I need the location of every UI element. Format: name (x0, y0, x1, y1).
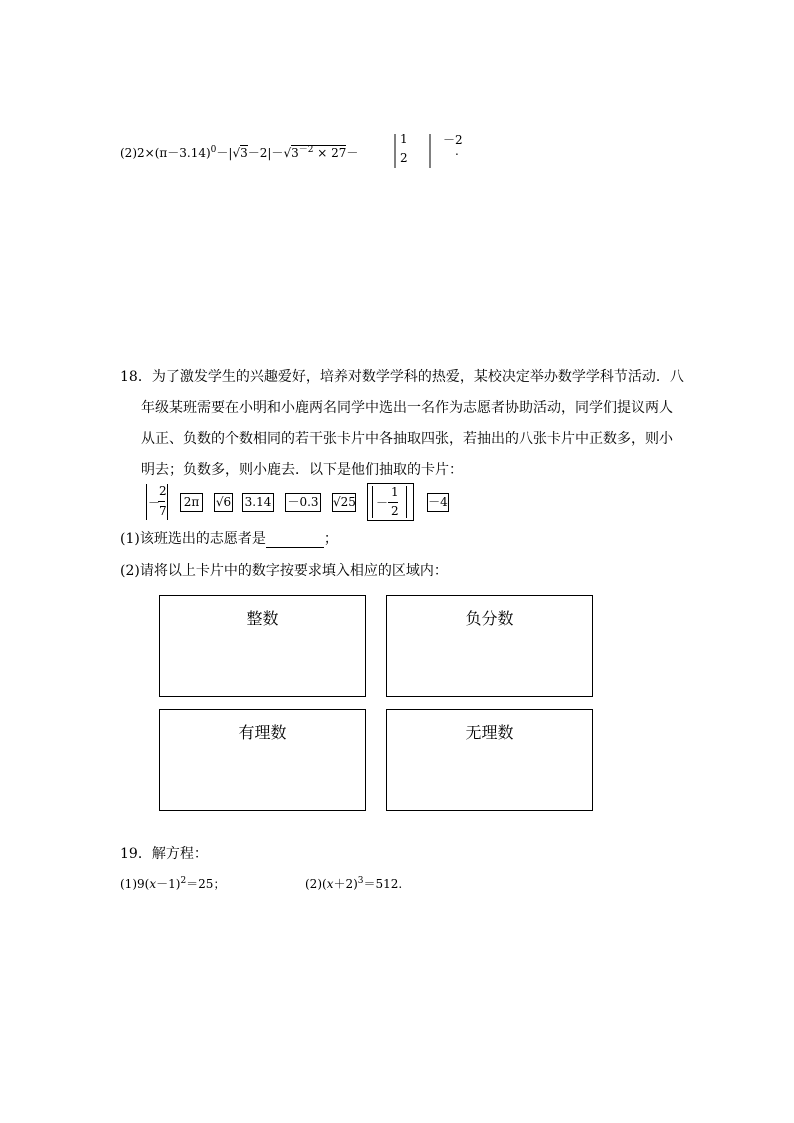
q18-sub2: (2)请将以上卡片中的数字按要求填入相应的区域内： (120, 563, 448, 579)
q19-equation-1 (120, 875, 225, 892)
card-sign: － (148, 496, 161, 510)
card-radicand: 25 (340, 495, 356, 509)
fraction-numerator: 1 (400, 132, 408, 146)
box-title: 有理数 (238, 723, 287, 742)
sqrt-icon: √ (283, 146, 292, 160)
card-abs-neg-half (367, 483, 414, 521)
bracket-fraction (392, 132, 434, 170)
sub1-label: (1)该班选出的志愿者是 (120, 531, 266, 547)
exponent-zero: 0 (210, 145, 217, 155)
box-integers[interactable] (159, 595, 366, 697)
eq2-exponent: 3 (357, 876, 364, 886)
radicand-base: 3 (291, 146, 299, 160)
box-title: 无理数 (465, 723, 514, 742)
fraction-denominator: 2 (400, 151, 408, 165)
q18-line2: 年级某班需要在小明和小鹿两名同学中选出一名作为志愿者协助活动，同学们提议两人 (141, 400, 673, 416)
sqrt-three: 3 (240, 146, 248, 160)
q18-text-1: 为了激发学生的兴趣爱好，培养对数学学科的热爱，某校决定举办数学学科节活动．八 (151, 369, 684, 385)
part-label: (2) (120, 146, 137, 160)
box-rational-numbers[interactable] (159, 709, 366, 811)
sqrt-icon: √ (333, 495, 341, 509)
sqrt-icon: √ (215, 495, 224, 509)
answer-blank[interactable] (266, 533, 324, 548)
q19-number: 19． (120, 846, 152, 862)
card-neg-four: －4 (427, 493, 449, 512)
expr-b: －| (216, 146, 233, 160)
eq1-middle: －1) (156, 877, 181, 891)
eq1-end: ＝25； (186, 877, 226, 891)
abs-bar-left (372, 486, 373, 518)
card-sqrt-six (214, 493, 233, 512)
q18-line1 (120, 366, 684, 386)
q19-title-text: 解方程： (151, 846, 208, 862)
q19-equation-2 (305, 875, 402, 892)
card-fraction-bar (388, 502, 398, 503)
q18-line3: 从正、负数的个数相同的若干张卡片中各抽取四张，若抽出的八张卡片中正数多，则小 (141, 431, 673, 447)
outer-exponent: －2 (443, 133, 463, 147)
eq1-variable: x (149, 877, 157, 891)
q18-number: 18． (120, 369, 152, 385)
card-sqrt-twenty-five (332, 493, 356, 512)
radicand-rest: × 27 (313, 146, 347, 160)
card-neg-two-sevenths (146, 484, 168, 520)
eq2-middle: ＋2) (333, 877, 358, 891)
box-irrational-numbers[interactable] (386, 709, 593, 811)
expr-a: 2×(π－3.14) (137, 146, 211, 160)
sqrt-radicand (291, 145, 346, 160)
eq1-exponent: 2 (180, 876, 187, 886)
card-numerator: 1 (391, 485, 399, 499)
card-numerator: 2 (159, 484, 167, 498)
card-denominator: 2 (391, 504, 399, 518)
q18-sub1 (120, 528, 338, 548)
eq1-prefix: (1)9( (120, 877, 150, 891)
q19-title (120, 843, 208, 863)
card-three-point-one-four: 3.14 (242, 493, 274, 512)
eq2-variable: x (326, 877, 334, 891)
q18-line4: 明去；负数多，则小鹿去．以下是他们抽取的卡片： (141, 462, 463, 478)
bracket-lines (392, 132, 434, 170)
abs-bar-right (406, 486, 407, 518)
q17-part2-expression (120, 142, 358, 161)
card-denominator: 7 (159, 504, 167, 518)
box-title: 整数 (246, 609, 279, 628)
sqrt-icon: √ (232, 146, 241, 160)
box-negative-fractions[interactable] (386, 595, 593, 697)
sub1-end: ； (323, 531, 338, 547)
expression-end: . (455, 144, 459, 158)
card-sign: － (376, 496, 389, 510)
expr-d: － (346, 146, 359, 160)
card-neg-zero-point-three: －0.3 (285, 493, 321, 512)
card-radicand: 6 (223, 495, 232, 509)
eq2-prefix: (2)( (305, 877, 327, 891)
box-title: 负分数 (465, 609, 514, 628)
eq2-end: ＝512. (363, 877, 403, 891)
expr-c: －2|－ (247, 146, 284, 160)
card-two-pi: 2π (180, 493, 203, 512)
radicand-exponent: －2 (298, 145, 314, 155)
card-fraction-bar (158, 501, 165, 502)
